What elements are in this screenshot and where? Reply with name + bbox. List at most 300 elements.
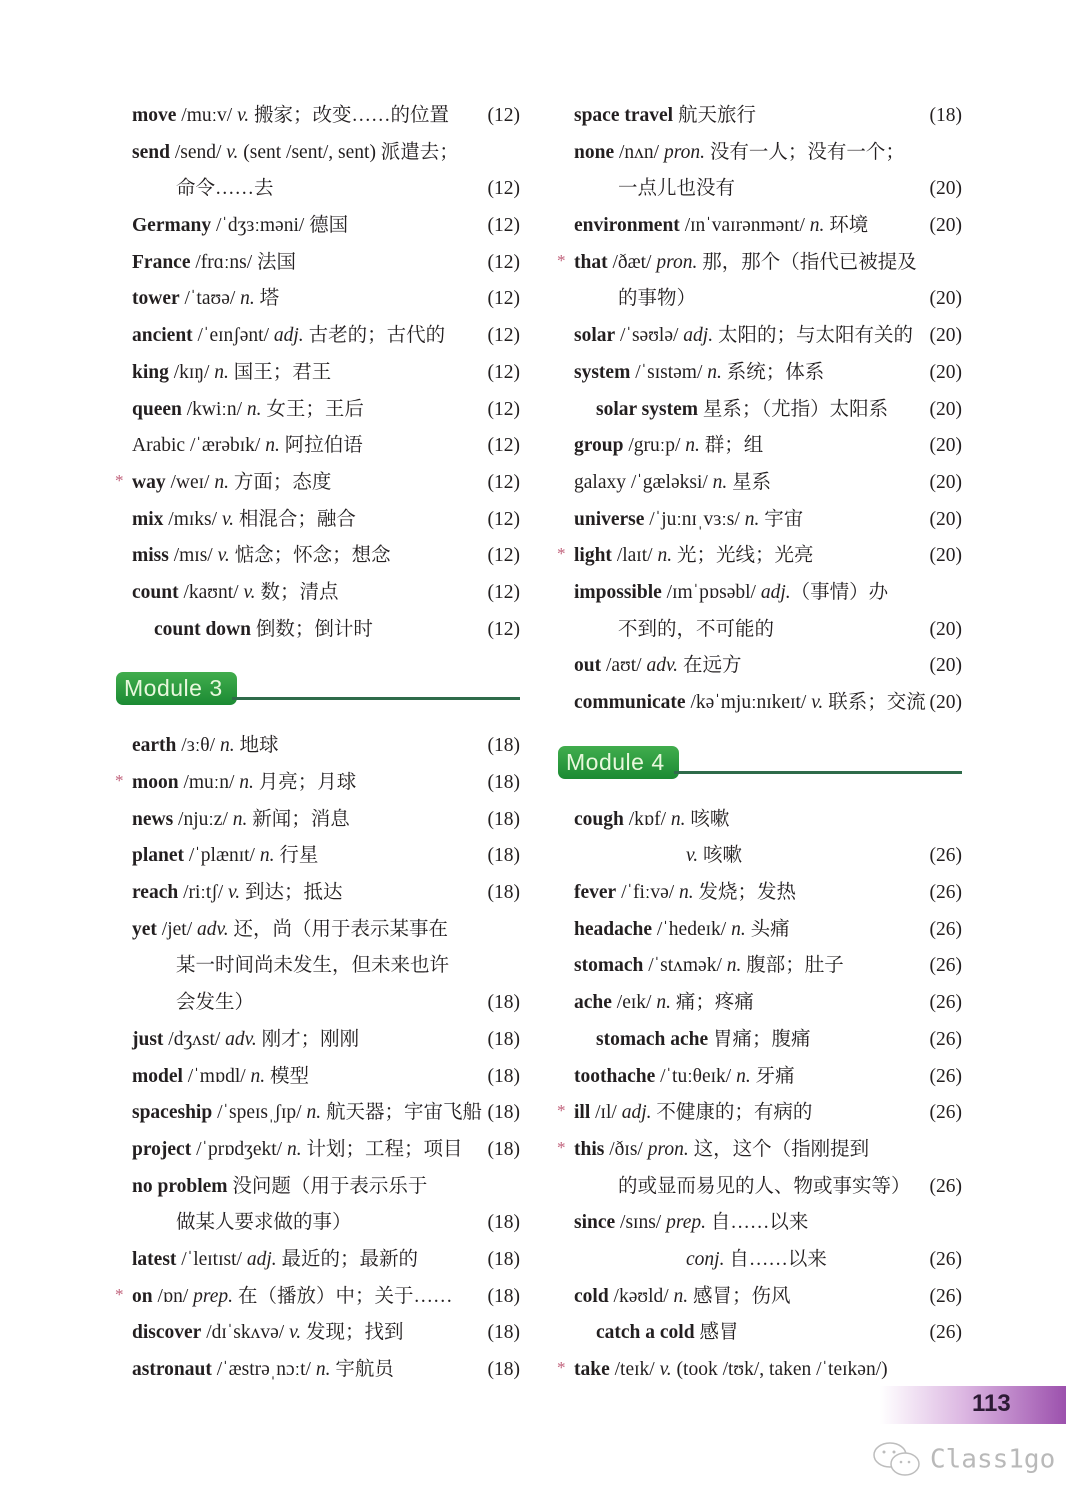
watermark <box>872 1440 1055 1480</box>
vocab-meaning: 相混合；融合 <box>234 508 356 530</box>
vocab-phonetic: /ˈsɪstəm/ <box>630 361 708 383</box>
part-of-speech: n. <box>232 808 248 830</box>
part-of-speech: n. <box>214 471 229 493</box>
vocab-meaning: 宇宙 <box>759 508 804 530</box>
star-icon: * <box>557 544 566 564</box>
vocab-phonetic: /ˈjuːnɪˌvɜːs/ <box>644 508 745 530</box>
vocab-phonetic: 感冒 <box>694 1322 739 1344</box>
vocab-word: toothache <box>574 1065 656 1087</box>
vocab-entry <box>132 985 520 1022</box>
vocab-word: out <box>574 655 602 677</box>
vocab-word: astronaut <box>132 1359 212 1380</box>
part-of-speech: n. <box>265 435 280 457</box>
vocab-phonetic: /nʌn/ <box>614 141 664 163</box>
page-reference: (18) <box>487 1285 520 1307</box>
vocab-phonetic: /riːtʃ/ <box>178 882 229 904</box>
vocab-meaning: 自……以来 <box>706 1212 809 1234</box>
vocab-meaning: 咳嗽 <box>698 845 742 867</box>
vocab-meaning: 刚才；刚刚 <box>256 1028 360 1050</box>
page-reference: (18) <box>487 882 520 904</box>
vocab-word: stomach <box>574 955 644 977</box>
vocab-entry <box>574 1059 962 1096</box>
vocab-meaning: (sent /sent/, sent) 派遣去； <box>238 141 459 163</box>
vocab-entry <box>132 1059 520 1096</box>
part-of-speech: n. <box>239 772 254 793</box>
vocab-word: moon <box>132 772 179 793</box>
vocab-entry <box>574 685 962 722</box>
vocab-entry <box>132 135 520 172</box>
part-of-speech: v. <box>217 545 230 567</box>
part-of-speech: v. <box>221 508 235 530</box>
page-reference: (26) <box>929 918 962 940</box>
vocab-word: none <box>574 141 615 163</box>
vocab-meaning: 在远方 <box>678 655 742 677</box>
page-reference: (20) <box>929 215 962 237</box>
vocab-word: count down <box>154 618 251 640</box>
page-reference: (18) <box>487 1359 520 1380</box>
part-of-speech: n. <box>315 1359 331 1380</box>
vocab-meaning: 新闻；消息 <box>247 808 350 830</box>
vocab-phonetic: /ɪmˈpɒsəbl/ <box>661 581 761 603</box>
vocab-word: ill <box>574 1102 591 1124</box>
page-reference: (12) <box>487 545 520 567</box>
vocab-entry <box>132 728 520 765</box>
vocab-phonetic: /ˈhedeɪk/ <box>652 918 732 940</box>
vocab-word: send <box>132 141 170 163</box>
vocab-meaning: 模型 <box>265 1065 310 1087</box>
vocab-phonetic: /teɪk/ <box>609 1359 660 1380</box>
vocab-entry <box>132 875 520 912</box>
vocab-phonetic: /dɪˈskʌvə/ <box>201 1322 290 1344</box>
page-reference: (12) <box>487 471 520 493</box>
vocab-entry <box>115 465 520 502</box>
vocab-meaning: 到达；抵达 <box>240 882 343 904</box>
vocab-word: reach <box>132 882 179 904</box>
vocab-word: headache <box>574 918 652 940</box>
vocab-word: light <box>574 545 612 567</box>
vocab-word: environment <box>574 215 680 237</box>
vocab-phonetic: /ˈtaʊə/ <box>179 288 241 310</box>
vocab-entry <box>557 538 962 575</box>
vocab-phonetic: /ˈsəʊlə/ <box>615 325 684 347</box>
page-reference: (20) <box>929 471 962 493</box>
vocab-entry <box>132 245 520 282</box>
vocab-word: news <box>132 808 174 830</box>
vocab-entry <box>574 428 962 465</box>
vocab-entry <box>132 281 520 318</box>
vocab-word: king <box>132 361 169 383</box>
vocab-phonetic: /aʊt/ <box>601 655 647 677</box>
page-reference: (18) <box>487 735 520 757</box>
vocab-word: spaceship <box>132 1102 213 1124</box>
vocab-entry <box>132 838 520 875</box>
vocab-entry <box>132 1095 520 1132</box>
vocab-entry <box>574 98 962 135</box>
vocab-entry <box>574 1315 962 1352</box>
page-reference: (18) <box>487 1065 520 1087</box>
vocab-phonetic: /ˈspeɪsˌʃɪp/ <box>212 1102 307 1124</box>
vocab-entry <box>574 1279 962 1316</box>
vocab-entry <box>574 465 962 502</box>
vocab-word: queen <box>132 398 182 420</box>
vocab-word: catch a cold <box>596 1322 695 1344</box>
vocab-phonetic: /kwiːn/ <box>181 398 247 420</box>
part-of-speech: n. <box>707 361 722 383</box>
vocab-phonetic: /mɪs/ <box>168 545 218 567</box>
watermark-text: Class1go <box>930 1444 1056 1475</box>
part-of-speech: n. <box>712 471 728 493</box>
vocab-phonetic: /muːn/ <box>178 772 240 793</box>
vocab-word: project <box>132 1138 192 1160</box>
vocab-meaning: 某一时间尚未发生，但未来也许 <box>176 955 450 977</box>
vocab-entry <box>132 1352 520 1389</box>
part-of-speech: n. <box>656 992 671 1014</box>
vocab-word: France <box>132 251 191 273</box>
vocab-phonetic: /kɪŋ/ <box>168 361 215 383</box>
vocab-entry <box>574 318 962 355</box>
vocab-phonetic: /ˈgæləksi/ <box>625 471 713 493</box>
vocab-phonetic: 胃痛；腹痛 <box>708 1028 811 1050</box>
page-reference: (26) <box>929 1285 962 1307</box>
page-reference: (18) <box>487 1102 520 1124</box>
vocab-meaning: 女王；王后 <box>261 398 364 420</box>
left-column <box>115 98 520 1389</box>
part-of-speech: n. <box>306 1102 322 1124</box>
page-reference: (12) <box>487 581 520 603</box>
vocab-phonetic: /kəʊld/ <box>608 1285 674 1307</box>
part-of-speech: prep. <box>193 1285 234 1307</box>
vocab-word: impossible <box>574 581 662 603</box>
vocab-word: this <box>574 1138 605 1160</box>
vocab-phonetic: /frɑːns/ 法国 <box>190 251 297 273</box>
vocab-phonetic: /ˈeɪnʃənt/ <box>192 325 274 347</box>
part-of-speech: pron. <box>656 251 698 273</box>
page-reference: (26) <box>929 882 962 904</box>
vocab-meaning: 那，那个（指代已被提及 <box>697 251 917 273</box>
page-reference: (18) <box>487 1028 520 1050</box>
vocab-meaning: 行星 <box>274 845 319 867</box>
vocab-word: universe <box>574 508 645 530</box>
vocab-entry <box>574 281 962 318</box>
part-of-speech: n. <box>657 545 673 567</box>
star-icon: * <box>557 250 566 270</box>
vocab-phonetic: /ˈstʌmək/ <box>643 955 727 977</box>
part-of-speech: n. <box>731 918 746 940</box>
vocab-entry <box>574 355 962 392</box>
vocab-phonetic: /ˈærəbɪk/ <box>185 435 266 457</box>
vocab-meaning: 发烧；发热 <box>693 882 797 904</box>
vocab-word: space travel <box>574 105 674 126</box>
vocab-entry <box>574 392 962 429</box>
star-icon: * <box>557 1101 566 1121</box>
vocab-entry <box>557 1095 962 1132</box>
part-of-speech: n. <box>286 1138 302 1160</box>
vocab-word: count <box>132 581 179 603</box>
vocab-entry <box>132 392 520 429</box>
module-header <box>124 658 520 728</box>
star-icon: * <box>115 771 124 790</box>
vocab-entry <box>574 1022 962 1059</box>
vocab-entry <box>132 612 520 649</box>
page-reference: (18) <box>487 1248 520 1270</box>
page-reference: (12) <box>487 251 520 273</box>
vocab-entry <box>574 1169 962 1206</box>
vocab-meaning: 地球 <box>234 735 279 757</box>
page-reference: (20) <box>929 655 962 677</box>
wechat-icon <box>872 1440 924 1480</box>
vocab-entry <box>574 875 962 912</box>
vocab-meaning: 环境 <box>824 215 869 237</box>
page-reference: (18) <box>929 105 962 126</box>
page-reference: (12) <box>487 398 520 420</box>
part-of-speech: adv. <box>196 918 229 940</box>
page-reference: (12) <box>487 288 520 310</box>
page-reference: (12) <box>487 178 520 200</box>
vocab-phonetic: /muːv/ <box>176 105 238 126</box>
vocab-entry <box>132 1315 520 1352</box>
vocab-meaning: （事情）办 <box>790 581 889 603</box>
vocab-entry <box>132 1169 520 1206</box>
vocab-phonetic: /ˈleɪtɪst/ <box>176 1248 247 1270</box>
page-reference: (20) <box>929 508 962 530</box>
vocab-word: ache <box>574 992 612 1014</box>
vocab-meaning: 最近的；最新的 <box>276 1248 419 1270</box>
page-reference: (20) <box>929 545 962 567</box>
vocab-entry <box>574 135 962 172</box>
vocab-meaning: 自……以来 <box>724 1248 827 1270</box>
part-of-speech: n. <box>685 435 700 457</box>
page-reference: (26) <box>929 1065 962 1087</box>
vocab-entry <box>574 648 962 685</box>
vocab-entry <box>557 245 962 282</box>
vocab-meaning: 一点儿也没有 <box>618 178 736 200</box>
page-reference: (18) <box>487 845 520 867</box>
part-of-speech: n. <box>679 882 694 904</box>
vocab-phonetic: /ˈmɒdl/ <box>182 1065 251 1087</box>
vocab-meaning: 群；组 <box>699 435 764 457</box>
vocab-word: on <box>132 1285 153 1307</box>
page-reference: (12) <box>487 618 520 640</box>
vocab-entry <box>574 575 962 612</box>
vocab-word: communicate <box>574 692 686 713</box>
vocab-phonetic: 倒数；倒计时 <box>251 618 373 640</box>
part-of-speech: adj. <box>621 1102 652 1124</box>
part-of-speech: v. <box>237 105 250 126</box>
vocab-phonetic: /kɒf/ <box>623 808 671 830</box>
vocab-meaning: 发现；找到 <box>301 1322 404 1344</box>
vocab-entry <box>574 171 962 208</box>
vocab-phonetic: /ˈdʒɜːməni/ 德国 <box>211 215 349 237</box>
vocab-word: galaxy <box>574 471 626 493</box>
part-of-speech: n. <box>744 508 760 530</box>
page-reference: (12) <box>487 361 520 383</box>
vocab-meaning: 不到的，不可能的 <box>618 618 775 640</box>
vocab-meaning: 惦念；怀念；想念 <box>229 545 391 567</box>
vocab-meaning: 国王；君王 <box>228 361 332 383</box>
vocab-phonetic: /laɪt/ <box>611 545 658 567</box>
vocab-entry <box>132 912 520 949</box>
vocab-word: yet <box>132 918 157 940</box>
vocab-meaning: 古老的；古代的 <box>303 325 446 347</box>
vocab-entry <box>132 802 520 839</box>
vocab-word: stomach ache <box>596 1028 709 1050</box>
page-reference: (20) <box>929 398 962 420</box>
vocab-meaning: 会发生） <box>176 992 255 1014</box>
vocab-meaning: 航天器；宇宙飞船 <box>321 1102 482 1124</box>
vocab-entry <box>574 502 962 539</box>
vocab-phonetic: /njuːz/ <box>173 808 233 830</box>
vocab-entry <box>132 318 520 355</box>
vocab-word: cold <box>574 1285 609 1307</box>
vocab-phonetic: /ɒn/ <box>152 1285 194 1307</box>
part-of-speech: adv. <box>225 1028 257 1050</box>
vocab-word: earth <box>132 735 177 757</box>
vocab-entry <box>132 428 520 465</box>
part-of-speech: n. <box>240 288 255 310</box>
vocab-phonetic: /kəˈmjuːnɪkeɪt/ <box>685 692 812 713</box>
vocab-word: latest <box>132 1248 177 1270</box>
vocab-word: cough <box>574 808 624 830</box>
vocab-phonetic: /ɜːθ/ <box>176 735 220 757</box>
vocab-phonetic: /jet/ <box>156 918 197 940</box>
part-of-speech: adj. <box>246 1248 277 1270</box>
vocab-phonetic: /ˈprɒdʒekt/ <box>191 1138 287 1160</box>
vocab-entry <box>132 948 520 985</box>
vocab-meaning: 塔 <box>254 288 280 310</box>
vocab-entry <box>132 1022 520 1059</box>
page-number: 113 <box>972 1390 1011 1417</box>
part-of-speech: v. <box>228 882 241 904</box>
vocab-meaning: 腹部；肚子 <box>741 955 844 977</box>
vocab-phonetic: /ˈfiːvə/ <box>616 882 680 904</box>
module-title: Module 4 <box>558 746 679 779</box>
page-reference: (20) <box>929 178 962 200</box>
vocab-phonetic: /kaʊnt/ <box>178 581 244 603</box>
page-reference: (26) <box>929 1175 962 1197</box>
vocab-word: ancient <box>132 325 193 347</box>
part-of-speech: adj. <box>273 325 304 347</box>
part-of-speech: v. <box>226 141 239 163</box>
vocab-meaning: 的事物） <box>618 288 697 310</box>
page-reference: (20) <box>929 325 962 347</box>
vocab-entry <box>132 171 520 208</box>
vocab-phonetic: /eɪk/ <box>611 992 657 1014</box>
vocab-phonetic: /dʒʌst/ <box>163 1028 226 1050</box>
part-of-speech: n. <box>736 1065 751 1087</box>
page-reference: (12) <box>487 325 520 347</box>
vocab-phonetic: /ˈplænɪt/ <box>184 845 260 867</box>
page-reference: (20) <box>929 288 962 310</box>
vocab-word: fever <box>574 882 617 904</box>
vocab-word: discover <box>132 1322 202 1344</box>
part-of-speech: v. <box>811 692 824 713</box>
vocab-entry <box>574 802 962 839</box>
star-icon: * <box>557 1358 566 1377</box>
page-reference: (20) <box>929 692 962 713</box>
vocab-meaning: 还，尚（用于表示某事在 <box>228 918 448 940</box>
vocab-entry <box>115 765 520 802</box>
vocab-meaning: 计划；工程；项目 <box>301 1138 463 1160</box>
vocab-meaning: 在（播放）中；关于…… <box>233 1285 453 1307</box>
vocab-word: model <box>132 1065 183 1087</box>
vocab-meaning: 命令……去 <box>176 178 274 200</box>
vocab-meaning: 系统；体系 <box>721 361 825 383</box>
vocab-meaning: 做某人要求做的事） <box>176 1212 352 1234</box>
page-reference: (12) <box>487 215 520 237</box>
vocab-phonetic: /ɪnˈvaɪrənmənt/ <box>679 215 810 237</box>
vocab-word: solar system <box>596 398 699 420</box>
vocab-entry <box>132 1132 520 1169</box>
vocab-meaning: 阿拉伯语 <box>279 435 363 457</box>
part-of-speech: n. <box>246 398 262 420</box>
page-reference: (18) <box>487 1138 520 1160</box>
vocab-meaning: 痛；疼痛 <box>670 992 754 1014</box>
vocab-word: tower <box>132 288 180 310</box>
part-of-speech: adj. <box>760 581 791 603</box>
vocab-entry <box>574 208 962 245</box>
page-reference: (18) <box>487 808 520 830</box>
right-column <box>557 98 962 1389</box>
module-divider <box>674 771 962 774</box>
page-reference: (12) <box>487 435 520 457</box>
vocab-word: move <box>132 105 177 126</box>
page-reference: (26) <box>929 1248 962 1270</box>
part-of-speech: v. <box>289 1322 302 1344</box>
page-reference: (18) <box>487 1212 520 1234</box>
part-of-speech: v. <box>659 1359 672 1380</box>
module-header <box>566 732 962 802</box>
star-icon: * <box>115 470 124 490</box>
page-reference: (20) <box>929 435 962 457</box>
module-divider <box>232 697 520 700</box>
vocab-phonetic: 没问题（用于表示乐于 <box>227 1175 428 1197</box>
vocab-entry <box>132 1205 520 1242</box>
vocab-meaning: 这，这个（指刚提到 <box>688 1138 870 1160</box>
vocab-phonetic: /ðæt/ <box>607 251 657 273</box>
vocab-phonetic: /send/ <box>169 141 227 163</box>
vocab-word: solar <box>574 325 616 347</box>
vocab-entry <box>574 912 962 949</box>
vocab-word: since <box>574 1212 616 1234</box>
vocab-entry <box>574 985 962 1022</box>
vocab-word: Germany <box>132 215 212 237</box>
part-of-speech: n. <box>250 1065 266 1087</box>
vocab-phonetic: 航天旅行 <box>673 105 756 126</box>
part-of-speech: pron. <box>647 1138 689 1160</box>
page-reference: (26) <box>929 1028 962 1050</box>
page-reference: (26) <box>929 1322 962 1344</box>
vocab-meaning: 方面；态度 <box>228 471 332 493</box>
part-of-speech: adj. <box>683 325 714 347</box>
vocab-entry <box>132 575 520 612</box>
vocab-word: miss <box>132 545 169 567</box>
part-of-speech: n. <box>219 735 235 757</box>
page-reference: (18) <box>487 992 520 1014</box>
vocab-word: group <box>574 435 624 457</box>
vocab-phonetic: /weɪ/ <box>165 471 215 493</box>
page-number-bar <box>880 1386 1066 1424</box>
vocab-meaning: 宇航员 <box>330 1359 394 1380</box>
vocab-entry <box>557 1352 962 1389</box>
vocab-meaning: 没有一人；没有一个； <box>704 141 905 163</box>
vocab-word: system <box>574 361 631 383</box>
part-of-speech: n. <box>673 1285 689 1307</box>
part-of-speech: n. <box>259 845 275 867</box>
vocab-entry <box>132 98 520 135</box>
vocab-word: Arabic <box>132 435 186 457</box>
vocab-entry <box>574 948 962 985</box>
module-title: Module 3 <box>116 672 237 705</box>
